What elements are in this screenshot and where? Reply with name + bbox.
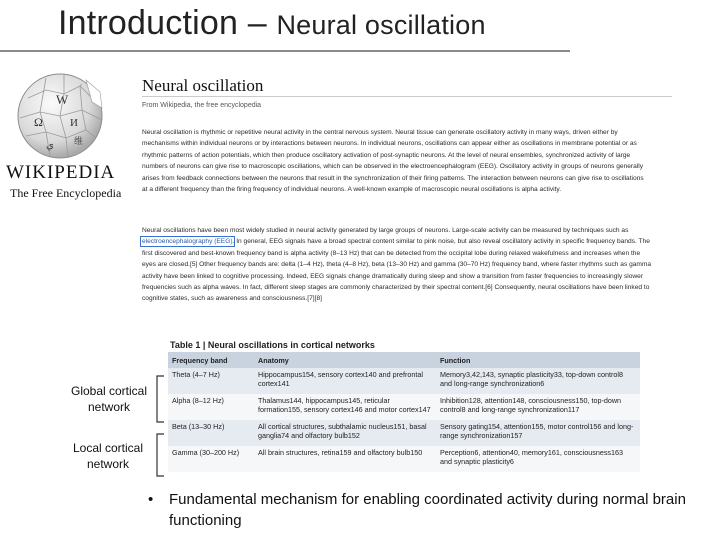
frequency-band-table [168,352,640,472]
anatomy-cell: Hippocampus154, sensory cortex140 and prefrontal cortex141 [254,368,436,394]
table-row [168,420,640,446]
article-paragraph-1 [142,127,680,195]
eeg-link[interactable]: electroencephalography (EEG) [142,238,233,246]
paragraph-text: . In general, EEG signals have a broad spectral content similar to pink noise, but also reveal oscillatory activity in specific frequency bands. The [232,238,650,246]
paragraph-line: cognitive states, such as awareness and consciousness.[7][8] [142,295,322,303]
wikipedia-tagline: The Free Encyclopedia [10,186,122,200]
svg-text:维: 维 [74,136,84,146]
svg-text:ي: ي [46,140,54,151]
function-cell: Inhibition128, attention148, consciousness150, top-down control8 and long-range synchronization117 [436,394,640,420]
column-header: Anatomy [254,352,436,368]
table-row [168,394,640,420]
oscillation-table [168,338,640,472]
slide-title-sub: Neural oscillation [276,10,486,40]
paragraph-line: frequencies such as alpha waves. In fact, different sleep stages are commonly characterized by their spectral content.[6] Consequently, neural oscillations have been linked to [142,284,650,292]
column-header: Function [436,352,640,368]
paragraph-line: arises from feedback connections between the neurons that result in the synchronization of their firing patterns. The interaction between neurons can give rise to oscillations [142,174,644,182]
svg-text:W: W [56,92,69,107]
paragraph-line: Neural oscillations have been most widely studied in neural activity generated by large groups of neurons. Large-scale activity can be measured by techniques such as [142,227,629,234]
band-cell: Theta (4–7 Hz) [168,368,254,394]
article-title: Neural oscillation [142,76,264,95]
slide-title [58,4,486,43]
paragraph-line: numbers of neurons can give rise to macroscopic oscillations, which can be observed in the electroencephalogram (EEG). Oscillatory activity in groups of neurons generally [142,163,644,171]
title-divider [0,50,570,52]
anatomy-cell: All brain structures, retina159 and olfactory bulb150 [254,446,436,472]
article-title-divider [142,96,672,97]
paragraph-line: activity have been linked to cognitive processing. Indeed, EEG signals change dramatically during sleep and show a transition from faster frequencies to increasingly slower [142,272,644,280]
paragraph-line: Neural oscillation is rhythmic or repetitive neural activity in the central nervous system. Neural tissue can generate oscillatory activity in many ways, driven either by [142,129,618,136]
bullet-text: Fundamental mechanism for enabling coordinated activity during normal brain functioning [169,491,686,529]
article-paragraph-2 [142,225,680,305]
paragraph-line: mechanisms within individual neurons or by interactions between neurons. In individual neurons, oscillations can appear either as oscillations in membrane potential or as [142,140,637,148]
global-network-brace [152,374,166,424]
bullet-point [148,489,688,531]
local-network-brace [152,432,166,478]
column-header: Frequency band [168,352,254,368]
article-source-line: From Wikipedia, the free encyclopedia [142,102,262,109]
anatomy-cell: All cortical structures, subthalamic nucleus151, basal ganglia74 and olfactory bulb152 [254,420,436,446]
paragraph-line: rhythmic patterns of action potentials, which then produce oscillatory activation of post-synaptic neurons. At the level of neural ensembles, synchronized activity of large [142,151,631,159]
bullet-icon: • [148,491,154,508]
band-cell: Beta (13–30 Hz) [168,420,254,446]
function-cell: Sensory gating154, attention155, motor control156 and long-range synchronization157 [436,420,640,446]
function-cell: Memory3,42,143, synaptic plasticity33, top-down control8 and long-range synchronization6 [436,368,640,394]
slide-title-main: Introduction – [58,4,267,42]
wikipedia-globe-icon [6,68,114,160]
paragraph-line: at a different frequency than the firing frequency of individual neurons. A well-known example of macroscopic neural oscillations is alpha activity. [142,186,562,194]
wikipedia-wordmark: WIKIPEDIA [6,162,116,183]
table-row [168,446,640,472]
svg-text:Ω: Ω [34,115,43,129]
local-network-label: Local cortical network [72,441,144,471]
anatomy-cell: Thalamus144, hippocampus145, reticular formation155, sensory cortex146 and motor cortex147 [254,394,436,420]
band-cell: Alpha (8–12 Hz) [168,394,254,420]
paragraph-line: first discovered and best-known frequency band is alpha activity (8–13 Hz) that can be detected from the occipital lobe during relaxed wakefulness and increases when the [142,249,641,257]
svg-text:И: И [70,117,78,129]
table-row [168,368,640,394]
paragraph-line: eyes are closed.[5] Other frequency bands are: delta (1–4 Hz), theta (4–8 Hz), beta (13–30 Hz) and gamma (30–70 Hz) frequency band, where faster rhythms such as gamma [142,261,652,269]
paragraph-line [142,236,680,247]
table-caption: Table 1 | Neural oscillations in cortical networks [170,340,375,350]
band-cell: Gamma (30–200 Hz) [168,446,254,472]
global-network-label: Global cortical network [70,384,148,414]
function-cell: Perception6, attention40, memory161, consciousness163 and synaptic plasticity6 [436,446,640,472]
